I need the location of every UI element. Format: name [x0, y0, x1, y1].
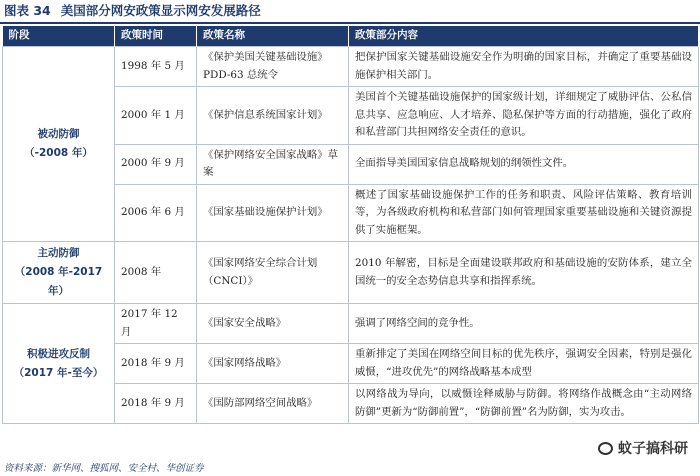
- policy-date: 2006 年 6 月: [115, 184, 197, 242]
- watermark: [596, 438, 690, 458]
- watermark-text: 蚊子搞科研: [618, 441, 688, 457]
- figure-title: [4, 2, 696, 20]
- policy-content: 美国首个关键基础设施保护的国家级计划，详细规定了威胁评估、公私信息共享、应急响应、人才培养、隐私保护等方面的行动措施，强化了政府和私营部门共担网络安全责任的意识。: [349, 87, 699, 145]
- policy-content: 全面指导美国国家信息战略规划的纲领性文件。: [349, 144, 699, 184]
- policy-date: 1998 年 5 月: [115, 47, 197, 87]
- policy-name: 《国防部网络空间战略》: [197, 384, 349, 424]
- stage-period: （2008 年-2017 年）: [14, 266, 103, 297]
- policy-content: 强调了网络空间的竞争性。: [349, 304, 699, 344]
- header-date: 政策时间: [115, 26, 197, 47]
- policy-content: 把保护国家关键基础设施安全作为明确的国家目标，并确定了重要基础设施保护相关部门。: [349, 47, 699, 87]
- policy-date: 2018 年 9 月: [115, 384, 197, 424]
- figure-label: 图表 34: [4, 3, 51, 18]
- stage-period: （-2008 年）: [24, 147, 93, 159]
- policy-name: 《保护网络安全国家战略》草案: [197, 144, 349, 184]
- stage-cell-passive: [3, 47, 115, 242]
- policy-name: 《保护美国关键基础设施》PDD-63 总统令: [197, 47, 349, 87]
- policy-table: [2, 26, 699, 424]
- policy-name: 《国家网络战略》: [197, 344, 349, 384]
- policy-date: 2017 年 12 月: [115, 304, 197, 344]
- policy-date: 2018 年 9 月: [115, 344, 197, 384]
- policy-name: 《国家安全战略》: [197, 304, 349, 344]
- figure-title-text: 美国部分网安政策显示网安发展路径: [60, 3, 261, 18]
- stage-cell-active: [3, 242, 115, 304]
- policy-name: 《保护信息系统国家计划》: [197, 87, 349, 145]
- stage-cell-offensive: [3, 304, 115, 424]
- wechat-icon: [598, 442, 613, 455]
- policy-content: 以网络战为导向，以威慑诠释威胁与防御。将网络作战概念由“主动网络防御”更新为“防御前置”，“防御前置”名为防御，实为攻击。: [349, 384, 699, 424]
- policy-date: 2000 年 1 月: [115, 87, 197, 145]
- policy-name: 《国家网络安全综合计划（CNCI）》: [197, 242, 349, 304]
- policy-date: 2000 年 9 月: [115, 144, 197, 184]
- stage-name: 积极进攻反制: [27, 347, 90, 360]
- policy-name: 《国家基础设施保护计划》: [197, 184, 349, 242]
- header-stage: 阶段: [3, 26, 115, 47]
- policy-content: 2010 年解密，目标是全面建设联邦政府和基础设施的安防体系，建立全国统一的安全态势信息共享和指挥系统。: [349, 242, 699, 304]
- policy-date: 2008 年: [115, 242, 197, 304]
- policy-content: 概述了国家基础设施保护工作的任务和职责、风险评估策略、教育培训等，为各级政府机构和私营部门如何管理国家重要基础设施和关键资源提供了实施框架。: [349, 184, 699, 242]
- table-row: [3, 304, 699, 344]
- header-content: 政策部分内容: [349, 26, 699, 47]
- table-row: [3, 47, 699, 87]
- table-header-row: [3, 26, 699, 47]
- source-note: 资料来源：新华网、搜狐网、安全村、华创证券: [4, 463, 204, 474]
- policy-content: 重新排定了美国在网络空间目标的优先秩序，强调安全因素，特别是强化威慑，“进攻优先”的网络战略基本成型: [349, 344, 699, 384]
- table-row: [3, 242, 699, 304]
- stage-period: （2017 年-至今）: [13, 366, 104, 379]
- stage-name: 主动防御: [37, 247, 80, 259]
- header-name: 政策名称: [197, 26, 349, 47]
- title-rule: [0, 22, 700, 24]
- stage-name: 被动防御: [37, 128, 80, 140]
